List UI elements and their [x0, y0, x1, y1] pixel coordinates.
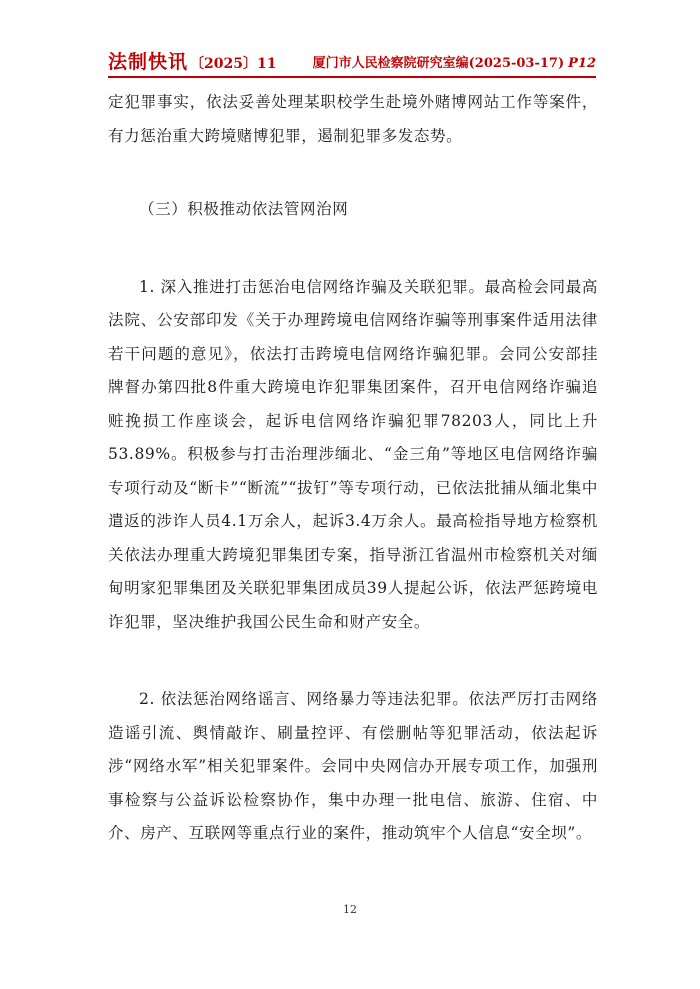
page-number: 12: [343, 903, 357, 916]
paragraph-continuation: 定犯罪事实，依法妥善处理某职校学生赴境外赌博网站工作等案件，有力惩治重大跨境赌博犯罪，遏制犯罪多发态势。: [108, 93, 598, 145]
paragraph-online-rumors: 2. 依法惩治网络谣言、网络暴力等违法犯罪。依法严厉打击网络造谣引流、舆情敲诈、刷量控评、有偿删帖等犯罪活动，依法起诉涉“网络水军”相关犯罪案件。会同中央网信办开展专项工作，加强刑事检察与公益诉讼检察协作，集中办理一批电信、旅游、住宿、中介、房产、互联网等重点行业的案件，推动筑牢个人信息“安全坝”。: [108, 690, 598, 842]
section-heading: （三）积极推动依法管网治网: [139, 200, 349, 218]
publisher-info: 厦门市人民检察院研究室编(2025-03-17): [312, 56, 565, 71]
document-body: [108, 86, 598, 851]
header-divider: [108, 76, 596, 78]
header-left: [108, 50, 276, 76]
newsletter-title: 法制快讯: [108, 51, 189, 73]
header-right: [313, 54, 596, 74]
page-tag: P12: [568, 56, 596, 71]
document-header: [108, 50, 596, 78]
issue-number: 〔2025〕11: [190, 56, 277, 72]
paragraph-telecom-fraud: 1. 深入推进打击惩治电信网络诈骗及关联犯罪。最高检会同最高法院、公安部印发《关于办理跨境电信网络诈骗等刑事案件适用法律若干问题的意见》，依法打击跨境电信网络诈骗犯罪。会同公安部挂牌督办第四批8件重大跨境电诈犯罪集团案件，召开电信网络诈骗追赃挽损工作座谈会，起诉电信网络诈骗犯罪78203人，同比上升53.89%。积极参与打击治理涉缅北、“金三角”等地区电信网络诈骗专项行动及“断卡”“断流”“拔钉”等专项行动，已依法批捕从缅北集中遣返的涉诈人员4.1万余人，起诉3.4万余人。最高检指导地方检察机关依法办理重大跨境犯罪集团专案，指导浙江省温州市检察机关对缅甸明家犯罪集团及关联犯罪集团成员39人提起公诉，依法严惩跨境电诈犯罪，坚决维护我国公民生命和财产安全。: [108, 277, 598, 631]
